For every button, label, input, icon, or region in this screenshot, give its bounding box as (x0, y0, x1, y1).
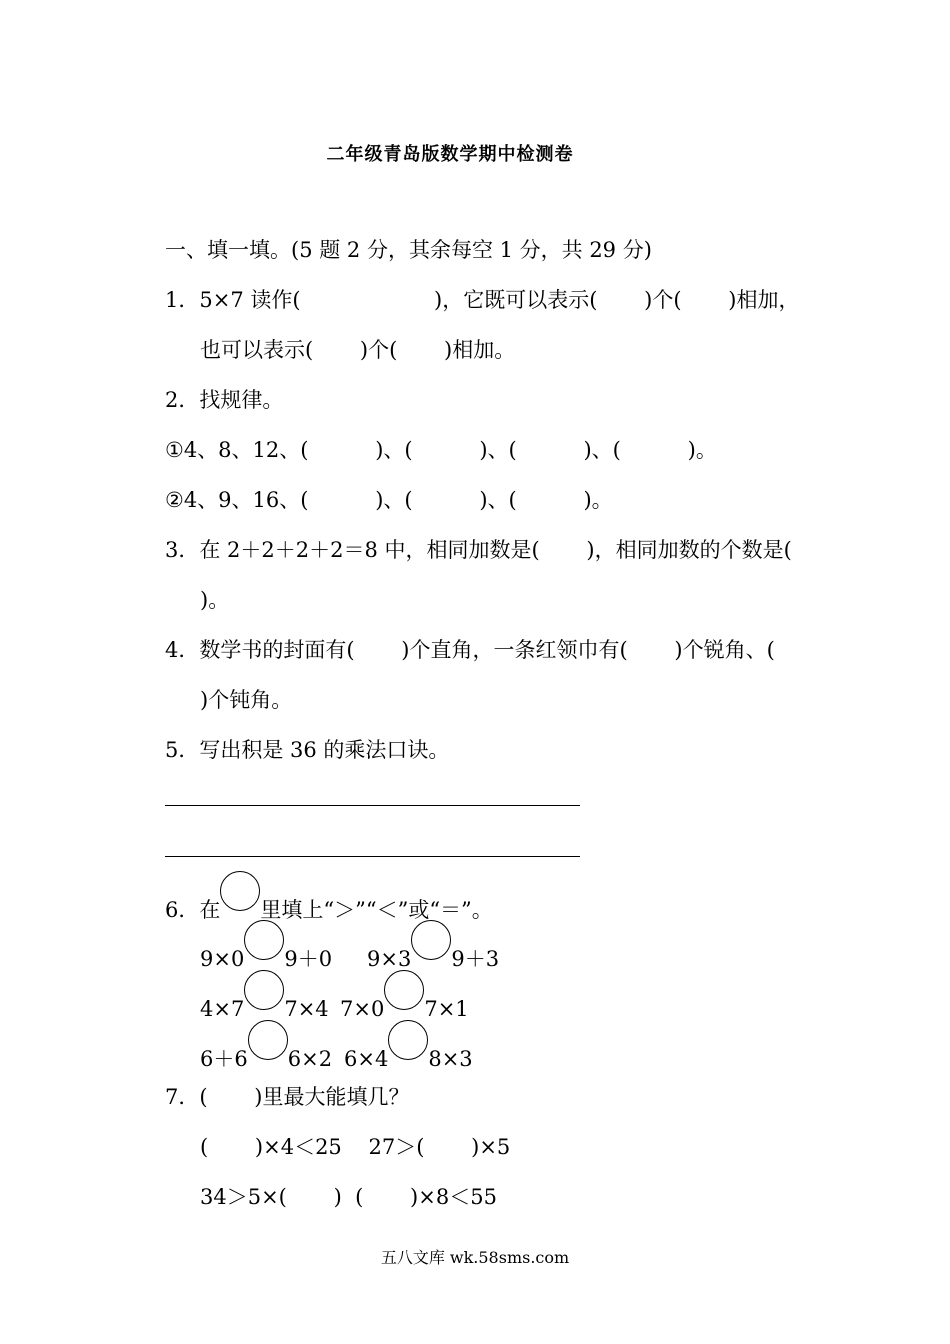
question-6-suffix: 里填上“＞”“＜”或“＝”。 (260, 898, 493, 922)
compare-left-4: 7×0 (340, 997, 385, 1021)
question-5-line-1: 5．写出积是 36 的乘法口诀。 (165, 738, 450, 762)
question-2-pattern-2: ②4、9、16、( )、( )、( )。 (165, 488, 613, 512)
compare-circle (384, 970, 424, 1010)
question-3-line-1: 3．在 2＋2＋2＋2＝8 中，相同加数是( )，相同加数的个数是( (165, 538, 792, 562)
compare-circle (244, 970, 284, 1010)
question-1-line-2: 也可以表示( )个( )相加。 (200, 338, 516, 362)
compare-circle (388, 1020, 428, 1060)
compare-row-2 (200, 992, 329, 1023)
question-4-line-1: 4．数学书的封面有( )个直角，一条红领巾有( )个锐角、( (165, 638, 775, 662)
compare-row-2b (340, 992, 469, 1023)
page-title: 二年级青岛版数学期中检测卷 (326, 144, 574, 165)
compare-right-6: 8×3 (428, 1047, 473, 1071)
compare-row-1 (200, 942, 332, 973)
compare-circle (248, 1020, 288, 1060)
compare-row-3 (200, 1042, 332, 1073)
question-2-line-1: 2．找规律。 (165, 388, 284, 412)
compare-circle (411, 920, 451, 960)
question-7-line-2: ( )×4＜25 27＞( )×5 (200, 1135, 511, 1159)
answer-line-1 (165, 805, 580, 806)
question-3-line-2: )。 (200, 588, 230, 612)
compare-left-6: 6×4 (344, 1047, 389, 1071)
question-2-pattern-1: ①4、8、12、( )、( )、( )、( )。 (165, 438, 717, 462)
answer-line-2 (165, 856, 580, 857)
compare-right-4: 7×1 (424, 997, 469, 1021)
compare-left-1: 9×0 (200, 947, 245, 971)
section-heading: 一、填一填。(5 题 2 分，其余每空 1 分，共 29 分) (165, 238, 652, 262)
compare-circle (220, 871, 260, 911)
compare-right-5: 6×2 (287, 1047, 333, 1071)
compare-row-1b (367, 942, 499, 973)
question-6-line-1 (165, 893, 493, 924)
question-7-line-3: 34＞5×( ) ( )×8＜55 (200, 1185, 497, 1209)
footer-watermark: 五八文库 wk.58sms.com (380, 1248, 570, 1267)
compare-right-1: 9＋0 (284, 947, 333, 971)
question-1-line-1: 1．5×7 读作( )，它既可以表示( )个( )相加， (165, 288, 800, 312)
compare-circle (244, 920, 284, 960)
question-4-line-2: )个钝角。 (200, 688, 293, 712)
compare-left-3: 4×7 (200, 997, 245, 1021)
compare-row-3b (344, 1042, 473, 1073)
compare-right-3: 7×4 (284, 997, 329, 1021)
compare-right-2: 9＋3 (451, 947, 500, 971)
question-7-line-1: 7．( )里最大能填几？ (165, 1085, 410, 1109)
compare-left-5: 6＋6 (200, 1047, 248, 1071)
compare-left-2: 9×3 (367, 947, 412, 971)
question-6-prefix: 6．在 (165, 898, 221, 922)
